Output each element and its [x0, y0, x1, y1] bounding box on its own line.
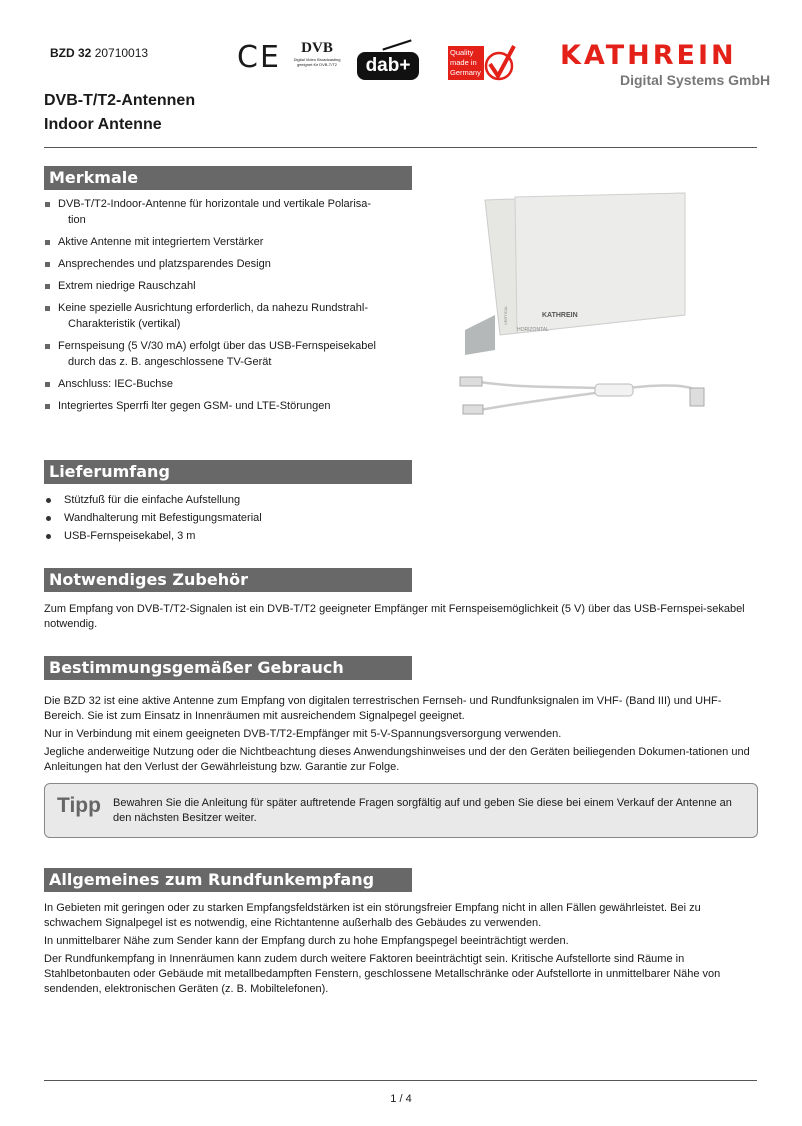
section-heading-rundfunk: Allgemeines zum Rundfunkempfang — [44, 868, 412, 892]
dab-antenna-icon — [382, 39, 411, 50]
model: BZD 32 — [50, 46, 92, 60]
svg-text:HORIZONTAL: HORIZONTAL — [517, 327, 549, 333]
kathrein-logo: KATHREIN — [560, 40, 737, 71]
section-heading-lieferumfang: Lieferumfang — [44, 460, 412, 484]
page-title: DVB-T/T2-Antennen Indoor Antenne — [44, 92, 196, 133]
rundfunk-text: In Gebieten mit geringen oder zu starken Empfangsfeldstärken ist ein störungsfreier Empfang nicht in allen Fällen gewährleistet. Bei zu schwachem Signalpegel ist es notwendig, eine Richtantenne außerhalb des Gebäudes zu verwenden. In unmittelbarer Nähe zum Sender kann der Empfang durch zu hohe Empfangspegel beeinträchtigt werden. Der Rundfunkempfang in Innenräumen kann zudem durch weitere Faktoren beeinträchtigt sein. Kritische Aufstellorte sind Räume in Stahlbetonbauten oder Gebäude mit metallbedampften Fenstern, geschlossene Metallschränke oder Aufstellorte in unmittelbarer Nähe von sendenden, elektronischen Geräten (z. B. Mobiltelefonen). — [44, 902, 721, 995]
list-item: DVB-T/T2-Indoor-Antenne für horizontale und vertikale Polarisa- tion — [44, 196, 414, 228]
zubehoer-text: Zum Empfang von DVB-T/T2-Signalen ist ein DVB-T/T2 geeigneter Empfänger mit Fernspeisemöglichkeit (5 V) über das USB-Fernspei-sekabel notwendig. — [44, 603, 745, 630]
brand-subtitle: Digital Systems GmbH — [620, 72, 771, 88]
dab-logo: dab+ — [357, 52, 419, 80]
list-item: Extrem niedrige Rauschzahl — [44, 278, 414, 294]
product-image — [455, 185, 725, 415]
section-heading-gebrauch: Bestimmungsgemäßer Gebrauch — [44, 656, 412, 680]
list-item: Keine spezielle Ausrichtung erforderlich, da nahezu Rundstrahl- Charakteristik (vertikal) — [44, 300, 414, 332]
quality-logo: Quality made in Germany — [448, 46, 484, 80]
article-code: 20710013 — [94, 46, 149, 60]
lieferumfang-list — [44, 491, 414, 545]
list-item: Wandhalterung mit Befestigungsmaterial — [44, 509, 414, 527]
section-heading-zubehoer: Notwendiges Zubehör — [44, 568, 412, 592]
page-number: 1 / 4 — [390, 1093, 412, 1105]
tip-label: Tipp — [57, 794, 101, 817]
product-brand: KATHREIN — [542, 312, 578, 319]
list-item: USB-Fernspeisekabel, 3 m — [44, 527, 414, 545]
dvb-logo: DVB Digital Video Broadcasting geeignet für DVB-T/T2 — [293, 40, 341, 67]
list-item: Fernspeisung (5 V/30 mA) erfolgt über das USB-Fernspeisekabel durch das z. B. angeschlossene TV-Gerät — [44, 338, 414, 370]
footer-divider — [44, 1080, 757, 1081]
check-icon — [484, 44, 516, 82]
gebrauch-text: Die BZD 32 ist eine aktive Antenne zum Empfang von digitalen terrestrischen Fernseh- und Rundfunksignalen im VHF- (Band III) und UHF-Bereich. Sie ist zum Einsatz in Innenräumen mit ausreichendem Signalpegel geeignet. Nur in Verbindung mit einem geeigneten DVB-T/T2-Empfänger mit 5-V-Spannungsversorgung verwenden. Jegliche anderweitige Nutzung oder die Nichtbeachtung dieses Anwendungshinweises und der den Geräten beiliegenden Dokumen-tationen und Anleitungen hat den Verlust der Gewährleistung bzw. Garantie zur Folge. — [44, 695, 750, 773]
header-divider — [44, 147, 757, 148]
list-item: Ansprechendes und platzsparendes Design — [44, 256, 414, 272]
tip-box — [44, 783, 758, 838]
svg-text:VERTICAL: VERTICAL — [503, 305, 508, 325]
tip-text: Bewahren Sie die Anleitung für später auftretende Fragen sorgfältig auf und geben Sie diese bei einem Verkauf der Antenne an den nächsten Besitzer weiter. — [113, 797, 732, 824]
list-item: Aktive Antenne mit integriertem Verstärker — [44, 234, 414, 250]
ce-logo: CE — [237, 40, 281, 75]
doc-id — [50, 46, 148, 60]
section-heading-merkmale: Merkmale — [44, 166, 412, 190]
merkmale-list — [44, 196, 414, 420]
list-item: Anschluss: IEC-Buchse — [44, 376, 414, 392]
list-item: Integriertes Sperrfi lter gegen GSM- und LTE-Störungen — [44, 398, 414, 414]
list-item: Stützfuß für die einfache Aufstellung — [44, 491, 414, 509]
